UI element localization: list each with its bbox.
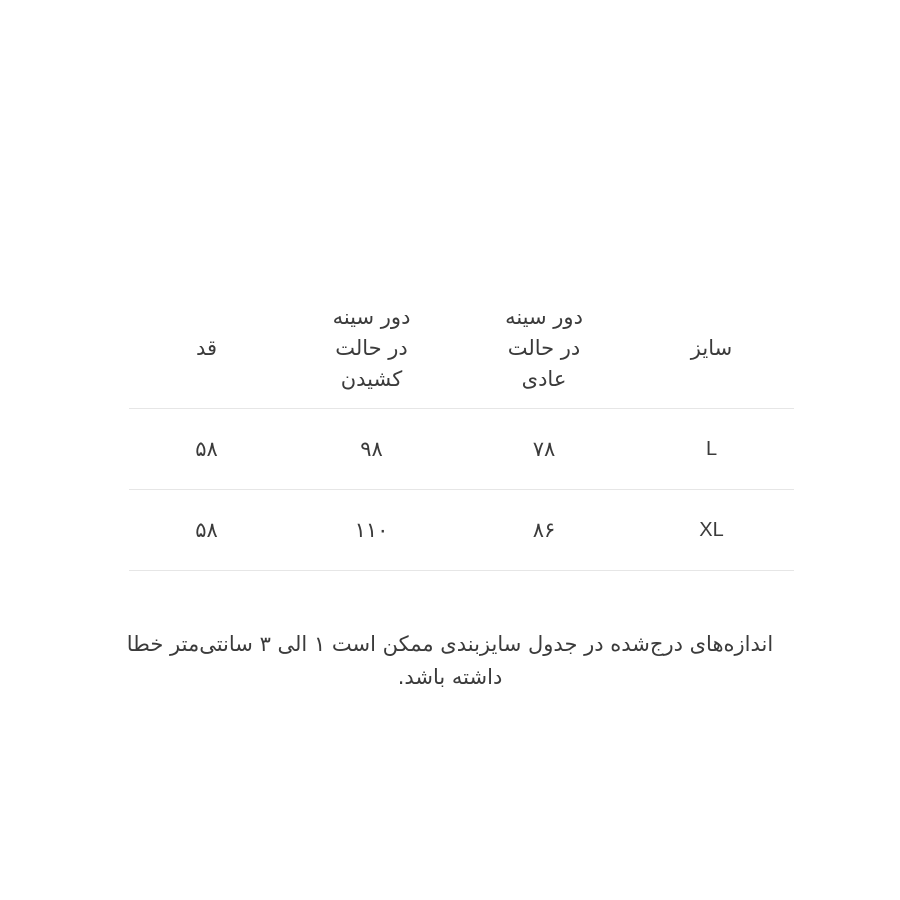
cell-size: XL	[629, 490, 794, 571]
cell-size: L	[629, 409, 794, 490]
table-header-row	[129, 288, 794, 409]
cell-length: ۵۸	[129, 409, 284, 490]
header-chest-normal: دور سینه در حالت عادی	[459, 288, 629, 409]
header-size: سایز	[629, 288, 794, 409]
cell-chest-normal: ۷۸	[459, 409, 629, 490]
cell-chest-normal: ۸۶	[459, 490, 629, 571]
header-length: قد	[129, 288, 284, 409]
table-row	[129, 490, 794, 571]
cell-chest-stretched: ۹۸	[284, 409, 459, 490]
cell-length: ۵۸	[129, 490, 284, 571]
sizing-note: اندازه‌های درج‌شده در جدول سایزبندی ممکن است ۱ الی ۳ سانتی‌متر خطا داشته باشد.	[126, 632, 774, 689]
cell-chest-stretched: ۱۱۰	[284, 490, 459, 571]
table-row	[129, 409, 794, 490]
header-chest-stretched: دور سینه در حالت کشیدن	[284, 288, 459, 409]
size-chart-table	[129, 288, 794, 571]
